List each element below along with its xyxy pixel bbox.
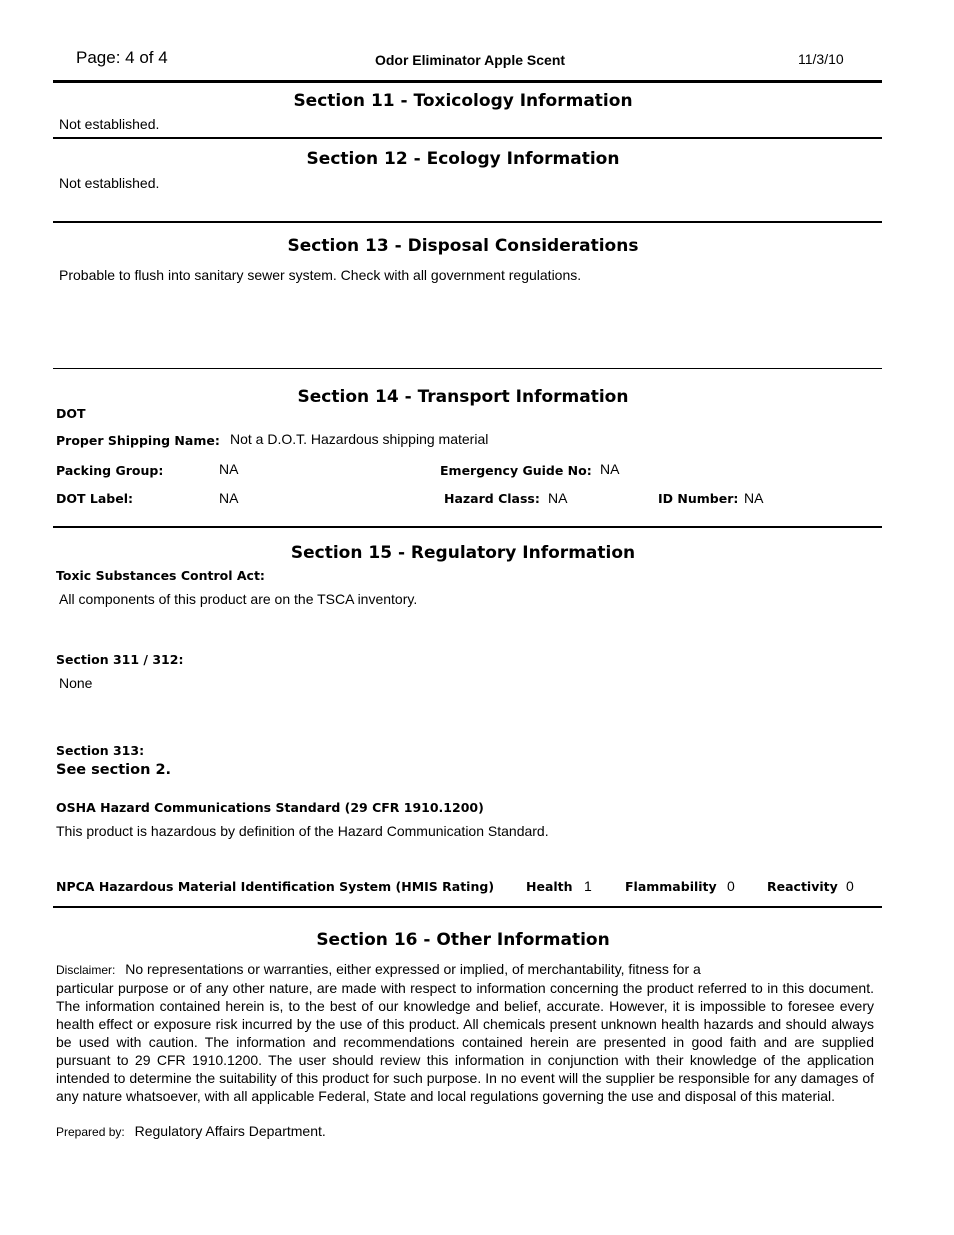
section-12-title: Section 12 - Ecology Information	[306, 149, 620, 169]
prepared-by-label: Prepared by:	[56, 1125, 125, 1139]
section-12-text: Not established.	[59, 175, 160, 191]
disclaimer-line1: No representations or warranties, either expressed or implied, of merchantability, fitness for a	[125, 961, 701, 977]
flammability-value: 0	[727, 878, 735, 894]
dot-label-value: NA	[219, 490, 239, 506]
header-divider	[53, 80, 882, 83]
section-divider	[53, 526, 882, 528]
prepared-by-value: Regulatory Affairs Department.	[134, 1123, 326, 1139]
osha-text: This product is hazardous by definition of the Hazard Communication Standard.	[56, 823, 549, 839]
section-13-title: Section 13 - Disposal Considerations	[287, 236, 639, 256]
flammability-label: Flammability	[625, 879, 717, 894]
section-311-label: Section 311 / 312:	[56, 652, 184, 667]
hmis-label: NPCA Hazardous Material Identification System (HMIS Rating)	[56, 879, 495, 894]
disclaimer-text: particular purpose or of any other nature, are made with respect to information concerning the product referred to in this document. The information contained herein is, to the best of our knowledge and belief, accurate. However, it is impossible to foresee every health effect or exposure risk incurred by the use of this product. All chemicals present unknown health hazards and should always be used with caution. The information and recommendations contained herein are presented in good faith and are supplied pursuant to 29 CFR 1910.1200. The user should review this information in conjunction with their knowledge of the application intended to determine the suitability of this product for such purpose. In no event will the supplier be responsible for any damages of any nature whatsoever, with all applicable Federal, State and local regulations governing the use and disposal of this material.	[56, 980, 874, 1104]
section-divider	[53, 906, 882, 908]
document-date: 11/3/10	[798, 51, 844, 67]
product-name: Odor Eliminator Apple Scent	[374, 52, 566, 68]
page-number: Page: 4 of 4	[76, 48, 168, 67]
proper-shipping-name-value: Not a D.O.T. Hazardous shipping material	[230, 431, 489, 447]
hazard-class-value: NA	[548, 490, 568, 506]
proper-shipping-name-label: Proper Shipping Name:	[56, 433, 220, 448]
section-11-title: Section 11 - Toxicology Information	[293, 91, 633, 111]
section-14-title: Section 14 - Transport Information	[297, 387, 629, 407]
section-divider	[53, 368, 882, 369]
section-divider	[53, 137, 882, 139]
section-15-title: Section 15 - Regulatory Information	[290, 543, 636, 563]
section-313-text: See section 2.	[56, 762, 172, 778]
hazard-class-label: Hazard Class:	[444, 491, 540, 506]
reactivity-value: 0	[846, 878, 854, 894]
disclaimer-label: Disclaimer:	[56, 963, 116, 977]
reactivity-label: Reactivity	[767, 879, 838, 894]
osha-label: OSHA Hazard Communications Standard (29 CFR 1910.1200)	[56, 800, 484, 815]
packing-group-value: NA	[219, 461, 239, 477]
health-label: Health	[526, 879, 573, 894]
emergency-guide-label: Emergency Guide No:	[440, 463, 592, 478]
section-16-title: Section 16 - Other Information	[316, 930, 610, 950]
disclaimer-first-line	[56, 961, 701, 977]
dot-label-label: DOT Label:	[56, 491, 133, 506]
section-311-text: None	[59, 675, 93, 691]
id-number-value: NA	[744, 490, 764, 506]
emergency-guide-value: NA	[600, 461, 620, 477]
tsca-label: Toxic Substances Control Act:	[56, 568, 265, 583]
section-313-label: Section 313:	[56, 743, 145, 758]
dot-label: DOT	[56, 406, 86, 421]
section-11-text: Not established.	[59, 116, 160, 132]
tsca-text: All components of this product are on the TSCA inventory.	[59, 591, 418, 607]
section-divider	[53, 221, 882, 223]
packing-group-label: Packing Group:	[56, 463, 164, 478]
prepared-by	[56, 1123, 326, 1139]
health-value: 1	[584, 878, 592, 894]
section-13-text: Probable to flush into sanitary sewer system. Check with all government regulations.	[59, 267, 582, 283]
id-number-label: ID Number:	[658, 491, 739, 506]
